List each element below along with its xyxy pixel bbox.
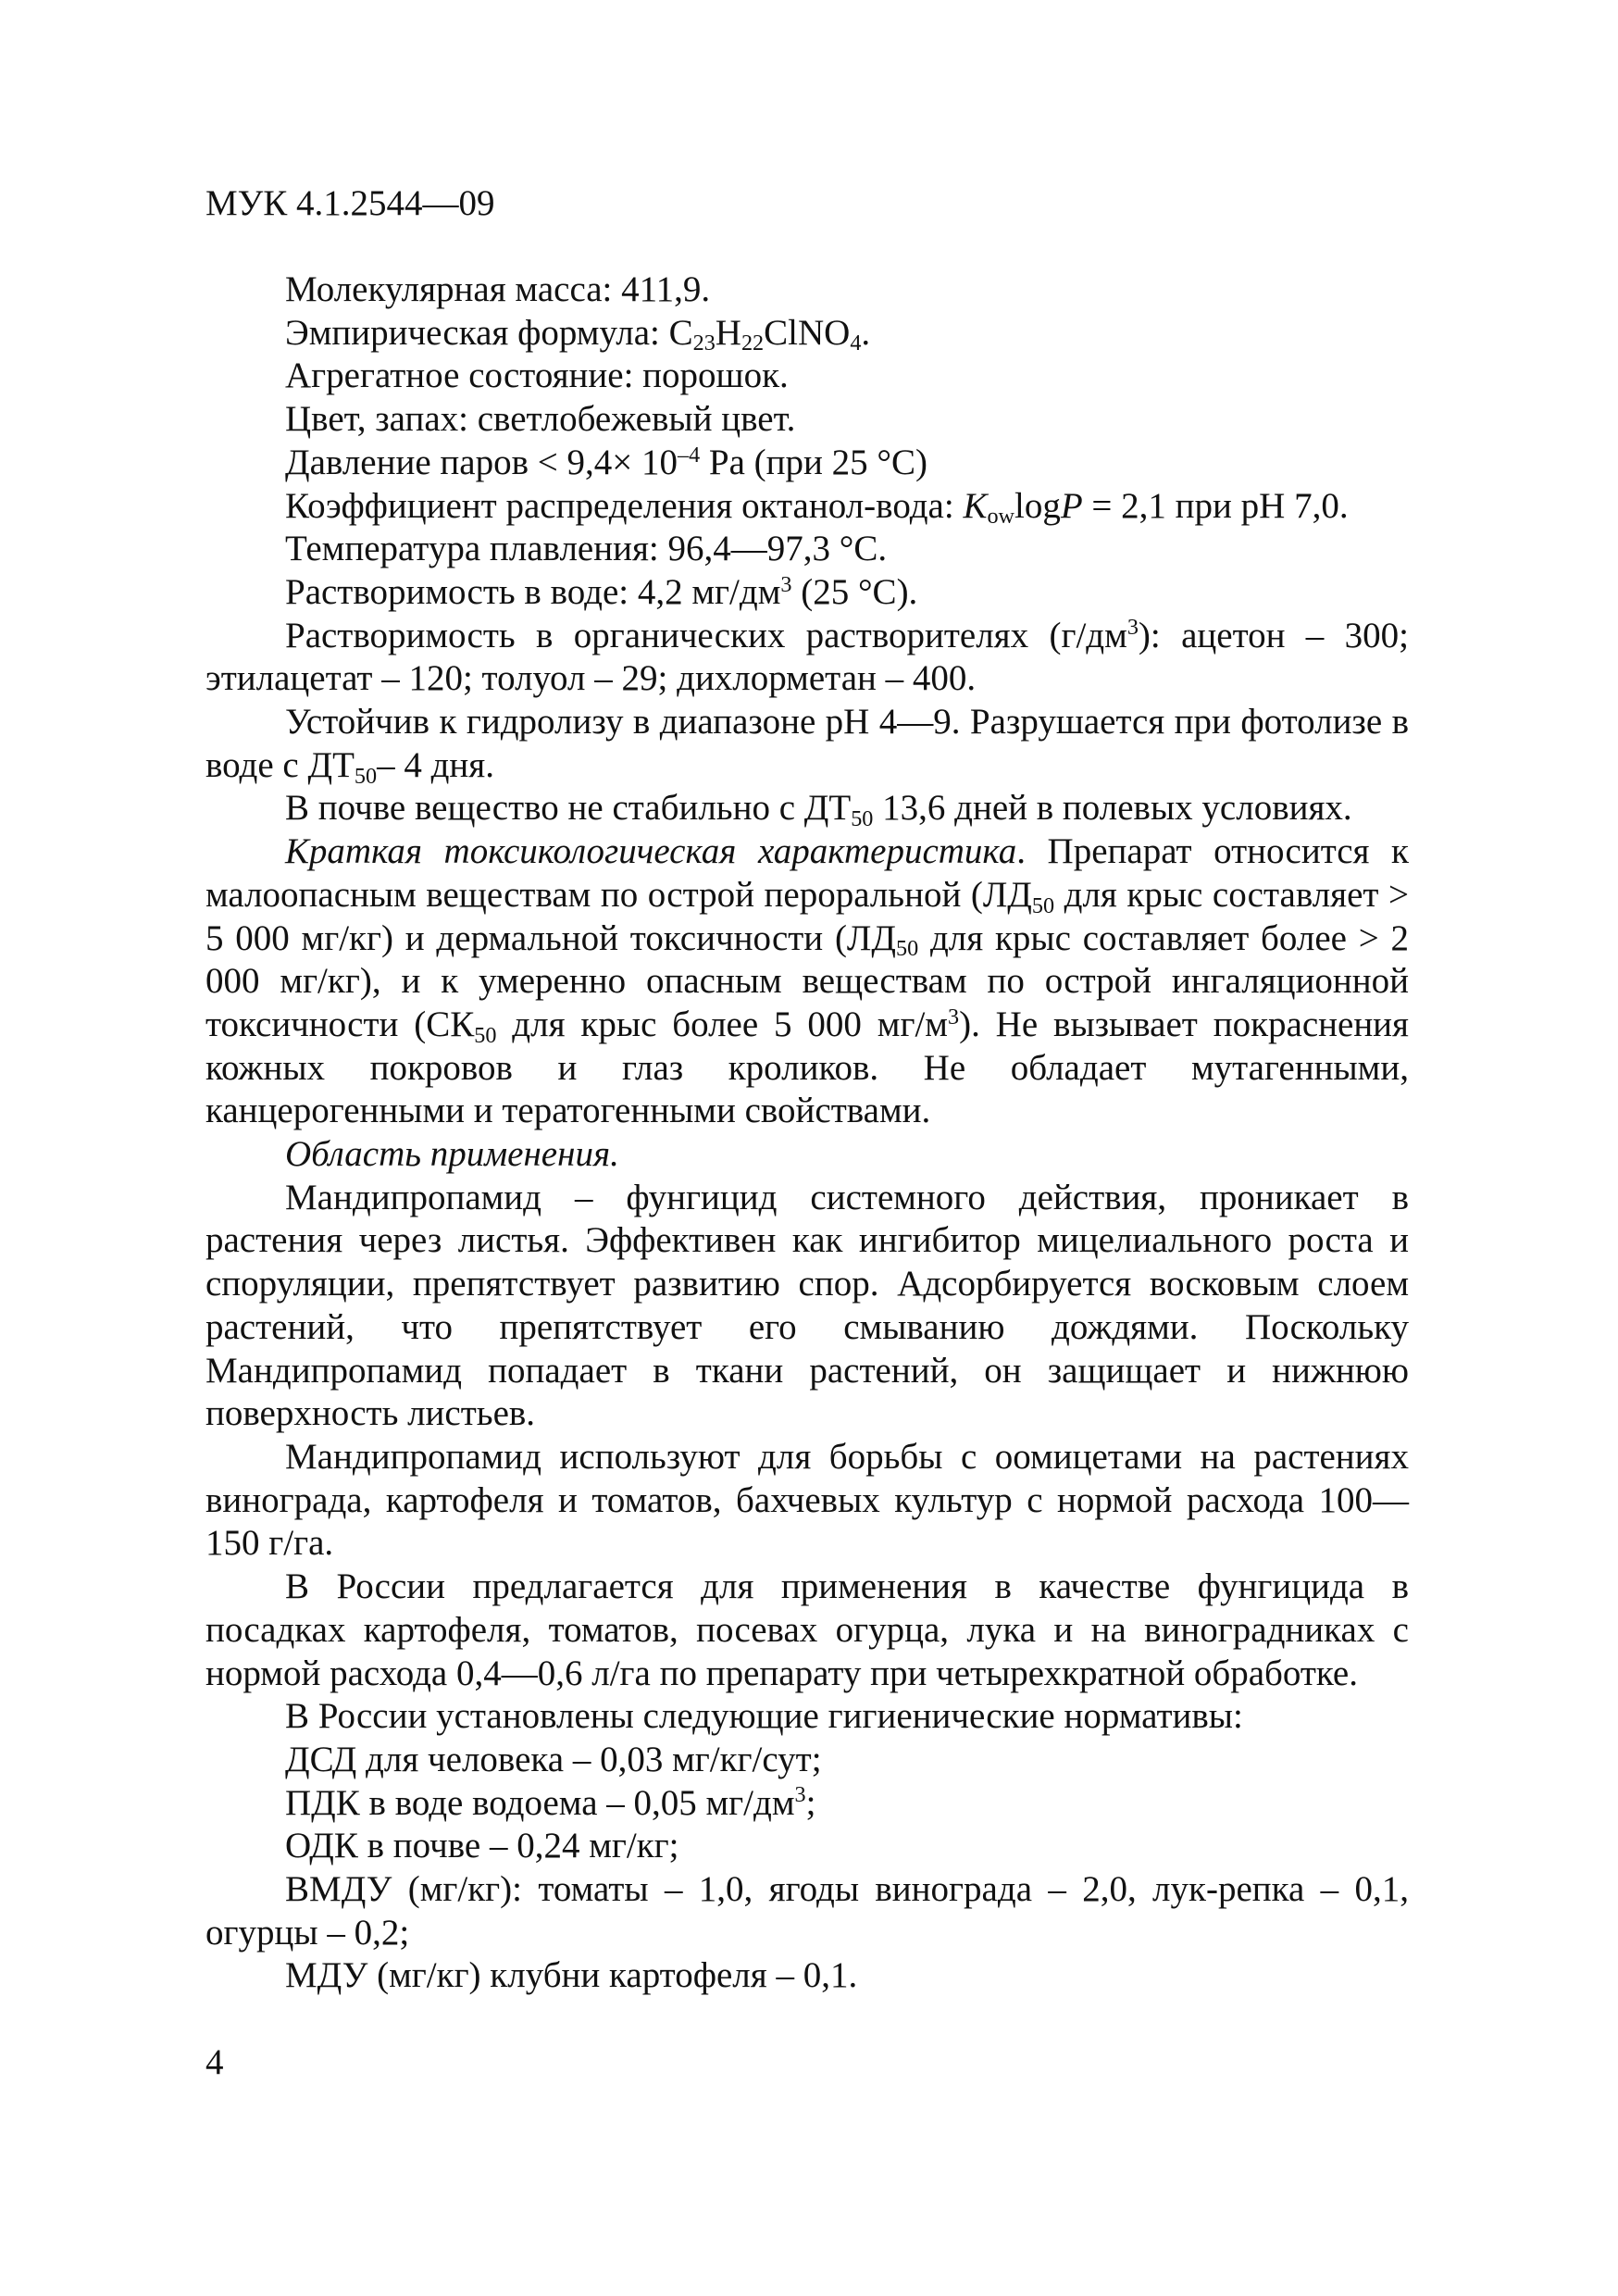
organic-solubility-paragraph [205,615,1409,701]
norm-mac-water-exponent: 3 [794,1782,806,1808]
formula-element-h: H [715,312,741,353]
molecular-mass-line: Молекулярная масса: 411,9. [285,269,711,309]
toxicology-text-5: ). Не вызывает покраснения кожных покровов и глаз кроликов. Не обладает мутагенными, канцерогенными и тератогенными свойствами. [205,1004,1409,1131]
toxicology-paragraph [205,830,1409,1133]
vapor-pressure-line [205,442,1409,485]
page-number: 4 [205,2042,224,2082]
hydrolysis-dt-subscript: 50 [354,763,378,789]
toxicology-text-4: для крыс более 5 000 мг/м [496,1004,948,1044]
partition-value: = 2,1 при pH 7,0. [1082,485,1349,526]
norm-soil: ОДК в почве – 0,24 мг/кг; [285,1826,679,1866]
melting-point-line: Температура плавления: 96,4—97,3 °С. [285,529,888,569]
partition-k: K [963,485,988,526]
norm-adi: ДСД для человека – 0,03 мг/кг/сут; [285,1739,822,1779]
application-heading: Область применения. [285,1134,619,1175]
toxicology-text-1: . Препарат относится к малоопасным веществам по острой пероральной (ЛД [205,831,1409,915]
vapor-pressure-exponent: –4 [677,442,701,468]
formula-element-clno: ClNO [764,312,851,353]
organic-solubility-exponent: 3 [1126,615,1139,641]
organic-solubility-text: Растворимость в органических растворителях (г/дм [285,615,1127,655]
toxicology-ld-subscript-1: 50 [1031,892,1055,918]
hydrolysis-duration: – 4 дня. [377,744,494,785]
hydrolysis-paragraph [205,701,1409,787]
formula-subscript-o: 4 [850,331,862,356]
application-paragraph-1: Мандипропамид – фунгицид системного действия, проникает в растения через листья. Эффективен как ингибитор мицелиального роста и споруляции, препятствует развитию спор. Адсорбируется восковым слоем растений, что препятствует его смыванию дождями. Поскольку Мандипропамид попадает в ткани растений, он защищает и нижнюю поверхность листьев. [205,1177,1409,1434]
norm-mac-water [205,1782,1409,1826]
norm-tmrl: ВМДУ (мг/кг): томаты – 1,0, ягоды винограда – 2,0, лук-репка – 0,1, огурцы – 0,2; [205,1869,1409,1953]
formula-element-c: C [668,312,693,353]
partition-k-subscript: ow [987,504,1014,530]
soil-dt-subscript: 50 [851,806,874,832]
partition-log: log [1014,485,1061,526]
empirical-formula-line [205,312,1409,356]
formula-subscript-c: 23 [692,331,716,356]
partition-p: P [1060,485,1083,526]
toxicology-exponent: 3 [947,1004,960,1029]
application-paragraph-2: Мандипропамид используют для борьбы с оомицетами на растениях винограда, картофеля и томатов, бахчевых культур с нормой расхода 100—150 г/га. [205,1436,1409,1564]
toxicology-sk-subscript: 50 [474,1022,497,1048]
norm-mac-water-text: ПДК в воде водоема – 0,05 мг/дм [285,1782,795,1823]
norm-mrl: МДУ (мг/кг) клубни картофеля – 0,1. [285,1955,858,1996]
application-paragraph-3: В России предлагается для применения в качестве фунгицида в посадках картофеля, томатов, посевах огурца, лука и на виноградниках с нормой расхода 0,4—0,6 л/га по препарату при четырехкратной обработке. [205,1566,1409,1693]
toxicology-ld-subscript-2: 50 [896,936,919,962]
norm-mac-water-end: ; [805,1782,816,1823]
organic-solubility-values: ): ацетон – 300; этилацетат – 120; толуол – 29; дихлорметан – 400. [205,615,1409,699]
partition-label: Коэффициент распределения октанол-вода: [285,485,964,526]
vapor-pressure-text: Давление паров < 9,4× 10 [285,442,678,482]
water-solubility-temp: (25 °С). [791,571,918,612]
hygienic-norms-intro: В России установлены следующие гигиенические нормативы: [285,1696,1243,1737]
formula-label: Эмпирическая формула: [285,312,669,353]
running-header: МУК 4.1.2544—09 [205,183,495,223]
water-solubility-line [205,571,1409,615]
vapor-pressure-unit: Pa (при 25 °C) [700,442,927,482]
soil-stability-line [205,787,1409,830]
physical-state-line: Агрегатное состояние: порошок. [285,356,789,396]
water-solubility-exponent: 3 [780,571,792,597]
partition-coefficient-line [205,485,1409,529]
soil-stability-text: В почве вещество не стабильно с ДТ [285,788,852,829]
formula-subscript-h: 22 [741,331,765,356]
document-body [205,268,1409,1998]
toxicology-text-3: для крыс составляет более > 2 000 мг/кг), и к умеренно опасным веществам по острой ингаляционной токсичности (СК [205,917,1410,1044]
toxicology-text-2: для крыс составляет > 5 000 мг/кг) и дермальной токсичности (ЛД [205,874,1410,958]
soil-stability-duration: 13,6 дней в полевых условиях. [873,788,1352,829]
hydrolysis-text: Устойчив к гидролизу в диапазоне pH 4—9. Разрушается при фотолизе в воде с ДТ [205,702,1409,785]
color-odor-line: Цвет, запах: светлобежевый цвет. [285,399,796,440]
toxicology-heading: Краткая токсикологическая характеристика [285,831,1017,872]
water-solubility-text: Растворимость в воде: 4,2 мг/дм [285,571,781,612]
formula-end: . [861,312,871,353]
